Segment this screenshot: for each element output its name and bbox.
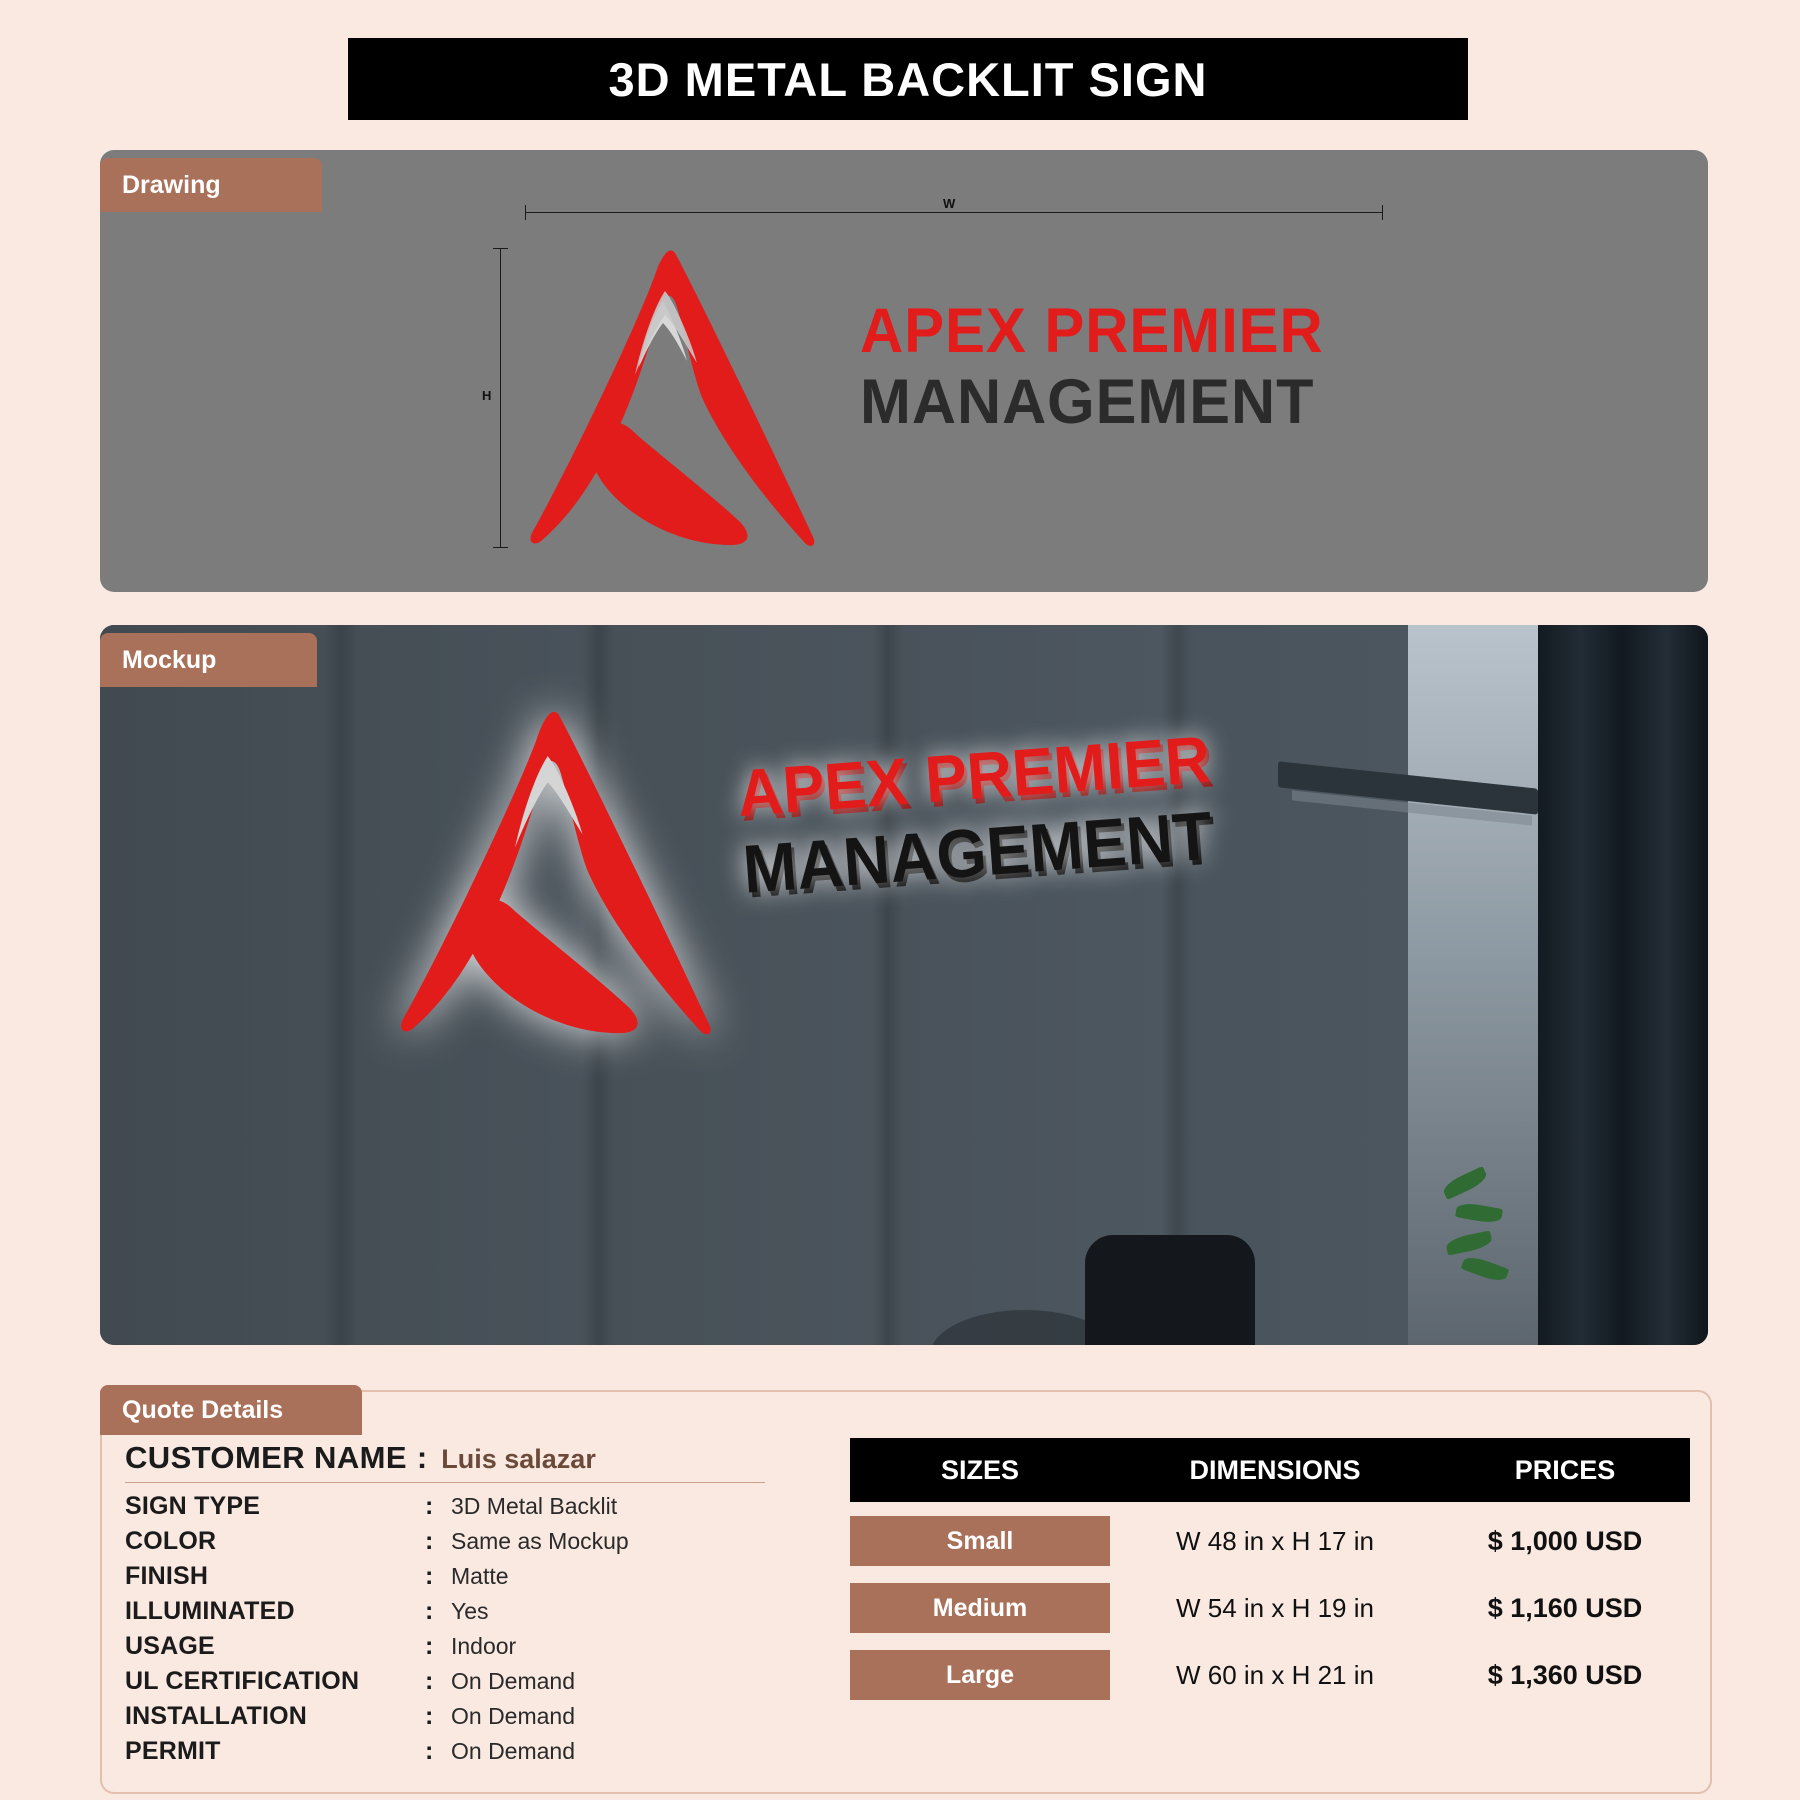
wordmark-mockup-line-1: APEX PREMIER xyxy=(734,721,1213,831)
spec-value: On Demand xyxy=(451,1738,576,1764)
spec-value: Indoor xyxy=(451,1633,517,1659)
table-row xyxy=(850,1647,1690,1703)
curtain xyxy=(1538,625,1708,1345)
wordmark-line-1: APEX PREMIER xyxy=(860,296,1324,366)
width-dimension-label: W xyxy=(943,196,956,211)
logo-mark-drawing xyxy=(525,245,855,555)
plant xyxy=(1442,1165,1512,1285)
column-header-sizes: SIZES xyxy=(940,1454,1020,1485)
spec-row xyxy=(125,1562,765,1597)
customer-name-value: Luis salazar xyxy=(441,1444,596,1474)
spec-row xyxy=(125,1737,765,1772)
mockup-section-tab xyxy=(100,633,317,687)
width-dimension-line xyxy=(525,212,1383,213)
quote-section-tab xyxy=(100,1385,362,1435)
spec-key: PERMIT xyxy=(125,1737,221,1765)
spec-colon: : xyxy=(425,1667,434,1695)
wordmark-drawing xyxy=(860,296,1380,442)
size-badge: Medium xyxy=(850,1583,1110,1633)
office-chair xyxy=(1085,1235,1255,1345)
price-value: $ 1,360 USD xyxy=(1487,1659,1643,1690)
spec-key: INSTALLATION xyxy=(125,1702,308,1730)
column-header-prices: PRICES xyxy=(1514,1454,1616,1485)
customer-name-colon: : xyxy=(416,1440,428,1475)
price-value: $ 1,000 USD xyxy=(1487,1525,1643,1556)
height-dimension-line xyxy=(500,248,501,548)
price-value: $ 1,160 USD xyxy=(1487,1592,1643,1623)
dimensions-value: W 54 in x H 19 in xyxy=(1176,1592,1374,1623)
spec-key: FINISH xyxy=(125,1562,209,1590)
drawing-tab-label: Drawing xyxy=(122,170,221,199)
height-dimension-label: H xyxy=(482,388,492,403)
size-badge: Large xyxy=(850,1650,1110,1700)
spec-colon: : xyxy=(425,1492,434,1520)
customer-name-row xyxy=(125,1440,765,1483)
spec-row xyxy=(125,1492,765,1527)
spec-row xyxy=(125,1702,765,1737)
spec-value: On Demand xyxy=(451,1668,576,1694)
spec-value: On Demand xyxy=(451,1703,576,1729)
spec-key: UL CERTIFICATION xyxy=(125,1667,360,1695)
page-title: 3D METAL BACKLIT SIGN xyxy=(608,52,1208,106)
page-title-bar xyxy=(348,38,1468,120)
price-table-header xyxy=(850,1438,1690,1502)
mockup-panel xyxy=(100,625,1708,1345)
spec-colon: : xyxy=(425,1527,434,1555)
spec-value: 3D Metal Backlit xyxy=(451,1493,618,1519)
spec-colon: : xyxy=(425,1562,434,1590)
spec-colon: : xyxy=(425,1632,434,1660)
drawing-section-tab xyxy=(100,158,322,212)
spec-value: Same as Mockup xyxy=(451,1528,629,1554)
spec-key: USAGE xyxy=(125,1632,215,1660)
customer-name-label: CUSTOMER NAME xyxy=(125,1440,407,1475)
spec-key: ILLUMINATED xyxy=(125,1597,295,1625)
spec-key: SIGN TYPE xyxy=(125,1492,261,1520)
table-row xyxy=(850,1580,1690,1636)
spec-colon: : xyxy=(425,1702,434,1730)
spec-row xyxy=(125,1632,765,1667)
wordmark-mockup-line-2: MANAGEMENT xyxy=(740,797,1215,909)
wordmark-line-2: MANAGEMENT xyxy=(860,367,1315,437)
logo-mark-mockup xyxy=(395,680,755,1070)
table-row xyxy=(850,1513,1690,1569)
spec-list xyxy=(125,1492,765,1772)
dimensions-value: W 48 in x H 17 in xyxy=(1176,1525,1374,1556)
spec-value: Matte xyxy=(451,1563,509,1589)
column-header-dimensions: DIMENSIONS xyxy=(1189,1454,1361,1485)
spec-row xyxy=(125,1527,765,1562)
spec-key: COLOR xyxy=(125,1527,217,1555)
price-table xyxy=(850,1438,1690,1703)
quote-tab-label: Quote Details xyxy=(122,1395,284,1424)
size-badge: Small xyxy=(850,1516,1110,1566)
spec-colon: : xyxy=(425,1737,434,1765)
spec-colon: : xyxy=(425,1597,434,1625)
mockup-tab-label: Mockup xyxy=(122,645,217,674)
spec-row xyxy=(125,1667,765,1702)
dimensions-value: W 60 in x H 21 in xyxy=(1176,1659,1374,1690)
spec-row xyxy=(125,1597,765,1632)
spec-value: Yes xyxy=(451,1598,489,1624)
